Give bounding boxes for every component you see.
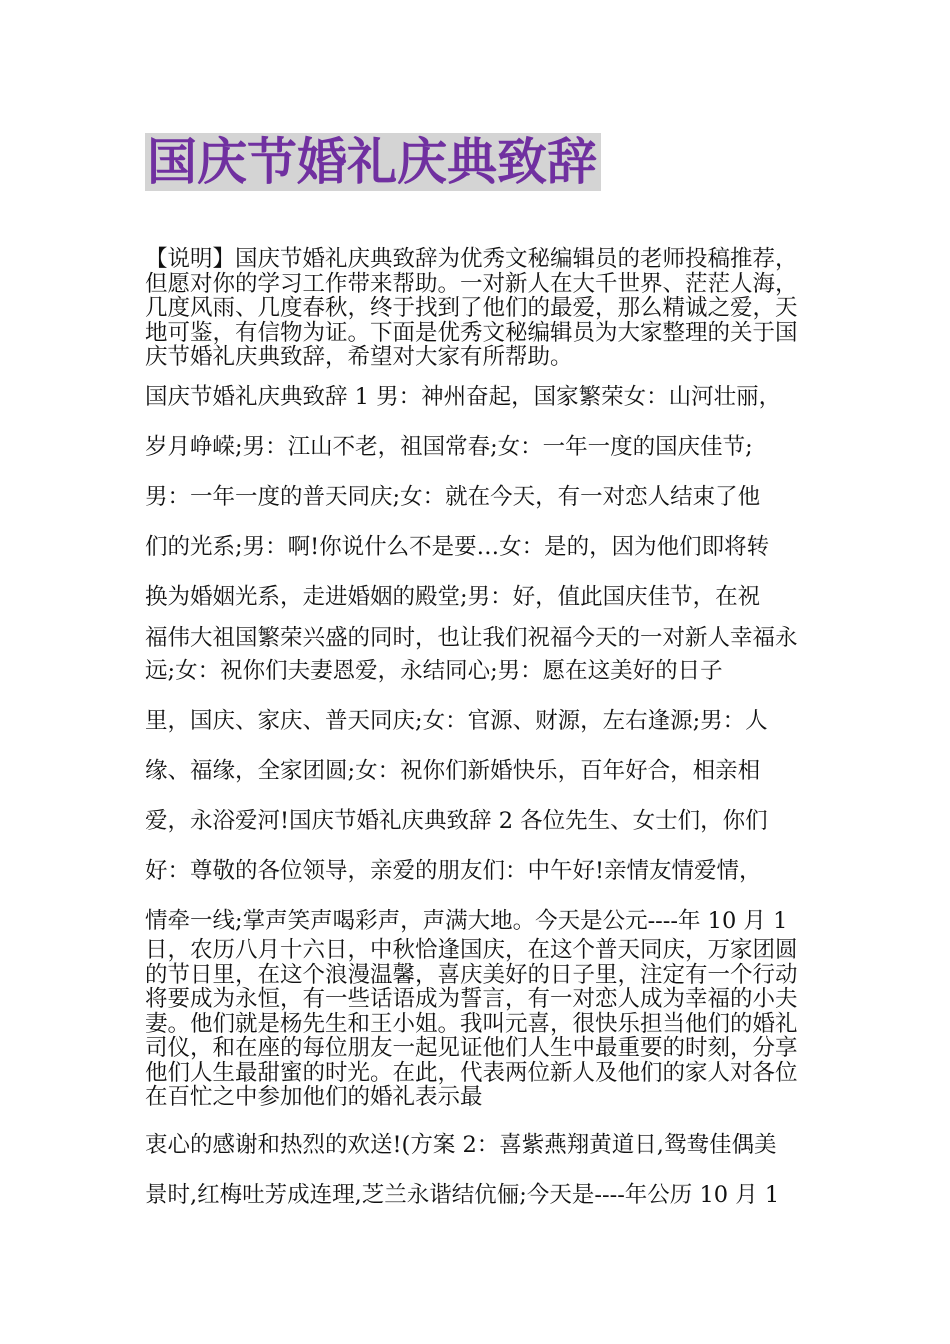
text-line: 衷心的感谢和热烈的欢送!(方案 2：喜紫燕翔黄道日,鸳鸯佳偶美 — [145, 1132, 777, 1158]
text-line: 爱，永浴爱河!国庆节婚礼庆典致辞 2 各位先生、女士们，你们 — [145, 808, 768, 834]
text-line: 情牵一线;掌声笑声喝彩声，声满大地。今天是公元----年 10 月 1 — [145, 908, 788, 934]
text-block: 日，农历八月十六日，中秋恰逢国庆，在这个普天同庆，万家团圆的节日里，在这个浪漫温馨，喜庆美好的日子里，注定有一个行动将要成为永恒，有一些话语成为誓言，有一对恋人成为幸福的小夫妻。他们就是杨先生和王小姐。我叫元喜，很快乐担当他们的婚礼司仪，和在座的每位朋友一起见证他们人生中最重要的时刻，分享他们人生最甜蜜的时光。在此，代表两位新人及他们的家人对各位在百忙之中参加他们的婚礼表示最 — [145, 937, 798, 1110]
text-line: 好：尊敬的各位领导，亲爱的朋友们：中午好!亲情友情爱情， — [145, 858, 762, 884]
page-title: 国庆节婚礼庆典致辞 — [147, 133, 597, 191]
text-line: 缘、福缘，全家团圆;女：祝你们新婚快乐，百年好合，相亲相 — [145, 758, 761, 784]
text-line: 男：一年一度的普天同庆;女：就在今天，有一对恋人结束了他 — [145, 484, 761, 510]
text-line: 们的光系;男：啊!你说什么不是要…女：是的，因为他们即将转 — [145, 534, 770, 560]
text-line: 里，国庆、家庆、普天同庆;女：官源、财源，左右逢源;男：人 — [145, 708, 768, 734]
intro-paragraph: 【说明】国庆节婚礼庆典致辞为优秀文秘编辑员的老师投稿推荐，但愿对你的学习工作带来帮助。一对新人在大千世界、茫茫人海，几度风雨、几度春秋，终于找到了他们的最爱，那么精诚之爱，天地可鉴，有信物为证。下面是优秀文秘编辑员为大家整理的关于国庆节婚礼庆典致辞，希望对大家有所帮助。 — [145, 246, 798, 370]
text-block: 福伟大祖国繁荣兴盛的同时，也让我们祝福今天的一对新人幸福永远;女：祝你们夫妻恩爱，永结同心;男：愿在这美好的日子 — [145, 625, 798, 684]
text-line: 国庆节婚礼庆典致辞 1 男：神州奋起，国家繁荣女：山河壮丽， — [145, 384, 782, 410]
text-line: 换为婚姻光系，走进婚姻的殿堂;男：好，值此国庆佳节，在祝 — [145, 584, 761, 610]
text-line: 景时,红梅吐芳成连理,芝兰永谐结伉俪;今天是----年公历 10 月 1 — [145, 1182, 780, 1208]
title-highlight — [145, 133, 601, 191]
text-line: 岁月峥嵘;男：江山不老，祖国常春;女：一年一度的国庆佳节; — [145, 434, 753, 460]
